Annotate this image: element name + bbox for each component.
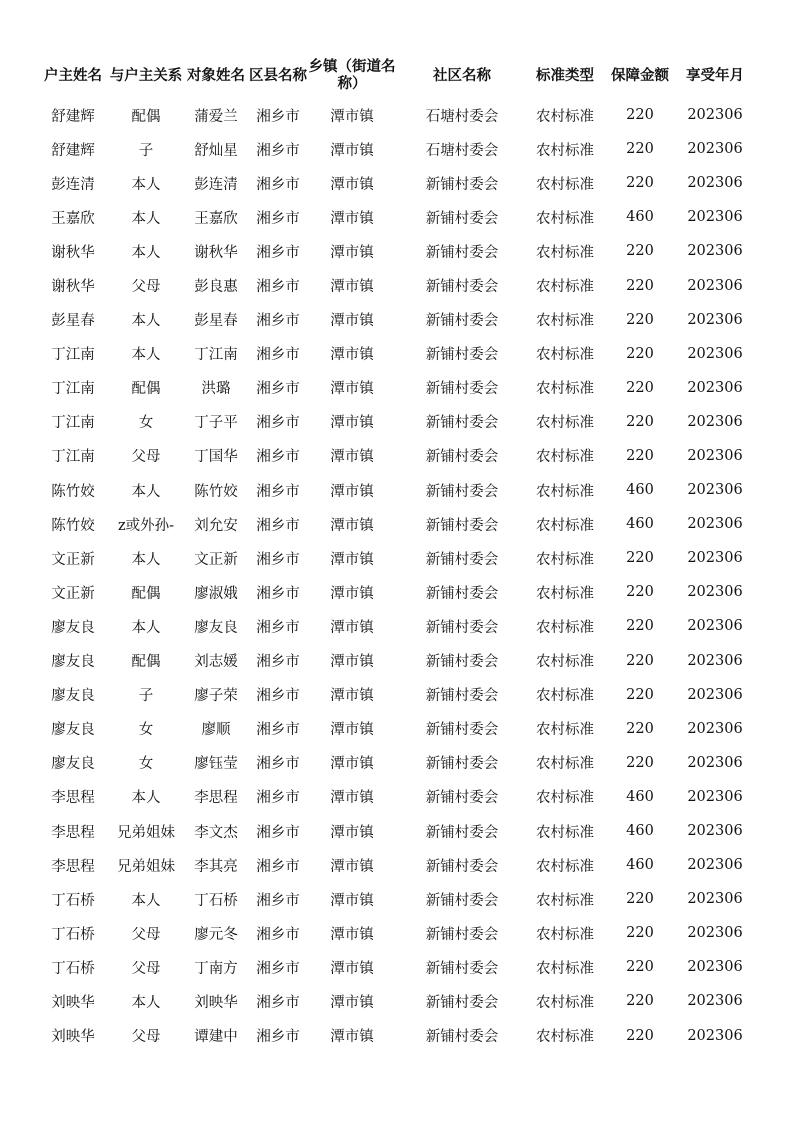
benefit-month-cell: 202306 <box>687 379 743 396</box>
county-cell: 湘乡市 <box>256 858 300 875</box>
standard-type-cell: 农村标准 <box>536 722 594 739</box>
household-head-name-cell: 刘映华 <box>51 994 95 1011</box>
recipient-name-cell: 廖淑娥 <box>194 585 238 602</box>
county-cell: 湘乡市 <box>256 619 300 636</box>
standard-type-cell: 农村标准 <box>536 654 594 671</box>
benefit-amount-cell: 460 <box>626 482 654 499</box>
county-cell: 湘乡市 <box>256 313 300 330</box>
township-cell: 潭市镇 <box>330 279 374 296</box>
community-cell: 新铺村委会 <box>425 210 499 227</box>
community-cell: 新铺村委会 <box>425 449 499 466</box>
standard-type-cell: 农村标准 <box>536 142 594 159</box>
community-cell: 新铺村委会 <box>425 551 499 568</box>
community-cell: 新铺村委会 <box>425 517 499 534</box>
benefit-month-cell: 202306 <box>687 243 743 260</box>
household-head-name-cell: 王嘉欣 <box>51 210 95 227</box>
community-cell: 新铺村委会 <box>425 619 499 636</box>
county-cell: 湘乡市 <box>256 483 300 500</box>
header-benefit-amount: 保障金额 <box>611 67 669 84</box>
county-cell: 湘乡市 <box>256 142 300 159</box>
township-cell: 潭市镇 <box>330 449 374 466</box>
benefit-month-cell: 202306 <box>687 584 743 601</box>
benefit-month-cell: 202306 <box>687 175 743 192</box>
table-row <box>37 507 753 541</box>
benefit-amount-cell: 220 <box>626 447 654 464</box>
household-head-name-cell: 谢秋华 <box>51 279 95 296</box>
relation-cell: 本人 <box>131 244 161 261</box>
relation-cell: 女 <box>138 756 154 773</box>
household-head-name-cell: 彭星春 <box>51 313 95 330</box>
recipient-name-cell: 彭星春 <box>194 313 238 330</box>
county-cell: 湘乡市 <box>256 176 300 193</box>
header-county-name: 区县名称 <box>249 67 307 84</box>
household-head-name-cell: 丁江南 <box>51 381 95 398</box>
table-row <box>37 98 753 132</box>
household-head-name-cell: 丁石桥 <box>51 892 95 909</box>
county-cell: 湘乡市 <box>256 210 300 227</box>
table-row <box>37 814 753 848</box>
community-cell: 新铺村委会 <box>425 347 499 364</box>
relation-cell: 配偶 <box>131 381 161 398</box>
household-head-name-cell: 谢秋华 <box>51 244 95 261</box>
relation-cell: 子 <box>138 142 154 159</box>
county-cell: 湘乡市 <box>256 585 300 602</box>
relation-cell: 父母 <box>131 449 161 466</box>
county-cell: 湘乡市 <box>256 415 300 432</box>
table-row <box>37 268 753 302</box>
township-cell: 潭市镇 <box>330 688 374 705</box>
county-cell: 湘乡市 <box>256 722 300 739</box>
household-head-name-cell: 丁江南 <box>51 347 95 364</box>
household-head-name-cell: 廖友良 <box>51 688 95 705</box>
county-cell: 湘乡市 <box>256 960 300 977</box>
recipient-name-cell: 刘志媛 <box>194 654 238 671</box>
relation-cell: 兄弟姐妹 <box>117 858 175 875</box>
recipient-name-cell: 谭建中 <box>194 1029 238 1046</box>
table-row <box>37 473 753 507</box>
benefit-amount-cell: 220 <box>626 243 654 260</box>
township-cell: 潭市镇 <box>330 551 374 568</box>
table-row <box>37 848 753 882</box>
benefit-amount-cell: 460 <box>626 788 654 805</box>
recipient-name-cell: 丁石桥 <box>194 892 238 909</box>
household-head-name-cell: 廖友良 <box>51 722 95 739</box>
table-row <box>37 984 753 1018</box>
benefit-month-cell: 202306 <box>687 107 743 124</box>
standard-type-cell: 农村标准 <box>536 483 594 500</box>
benefit-amount-cell: 220 <box>626 993 654 1010</box>
relation-cell: 本人 <box>131 892 161 909</box>
table-row <box>37 712 753 746</box>
standard-type-cell: 农村标准 <box>536 381 594 398</box>
household-head-name-cell: 文正新 <box>51 551 95 568</box>
township-cell: 潭市镇 <box>330 858 374 875</box>
header-township-name: 乡镇（街道名称） <box>308 59 396 92</box>
table-row <box>37 541 753 575</box>
table-row <box>37 575 753 609</box>
benefit-month-cell: 202306 <box>687 311 743 328</box>
county-cell: 湘乡市 <box>256 926 300 943</box>
standard-type-cell: 农村标准 <box>536 517 594 534</box>
relation-cell: 本人 <box>131 313 161 330</box>
community-cell: 新铺村委会 <box>425 654 499 671</box>
community-cell: 新铺村委会 <box>425 892 499 909</box>
standard-type-cell: 农村标准 <box>536 994 594 1011</box>
household-head-name-cell: 彭连清 <box>51 176 95 193</box>
household-head-name-cell: 李思程 <box>51 858 95 875</box>
benefit-amount-cell: 220 <box>626 686 654 703</box>
recipient-name-cell: 文正新 <box>194 551 238 568</box>
benefit-month-cell: 202306 <box>687 482 743 499</box>
relation-cell: 本人 <box>131 551 161 568</box>
community-cell: 石塘村委会 <box>425 142 499 159</box>
township-cell: 潭市镇 <box>330 108 374 125</box>
relation-cell: 兄弟姐妹 <box>117 824 175 841</box>
community-cell: 新铺村委会 <box>425 824 499 841</box>
table-row <box>37 371 753 405</box>
table-row <box>37 644 753 678</box>
table-row <box>37 200 753 234</box>
township-cell: 潭市镇 <box>330 210 374 227</box>
standard-type-cell: 农村标准 <box>536 688 594 705</box>
community-cell: 新铺村委会 <box>425 790 499 807</box>
standard-type-cell: 农村标准 <box>536 415 594 432</box>
township-cell: 潭市镇 <box>330 381 374 398</box>
community-cell: 新铺村委会 <box>425 415 499 432</box>
recipient-name-cell: 丁国华 <box>194 449 238 466</box>
relation-cell: 女 <box>138 722 154 739</box>
recipient-name-cell: 廖元冬 <box>194 926 238 943</box>
benefit-amount-cell: 460 <box>626 209 654 226</box>
household-head-name-cell: 廖友良 <box>51 619 95 636</box>
table-row <box>37 780 753 814</box>
recipient-name-cell: 丁江南 <box>194 347 238 364</box>
benefit-amount-cell: 220 <box>626 379 654 396</box>
household-head-name-cell: 李思程 <box>51 790 95 807</box>
benefit-month-cell: 202306 <box>687 277 743 294</box>
household-head-name-cell: 丁石桥 <box>51 960 95 977</box>
county-cell: 湘乡市 <box>256 824 300 841</box>
benefit-amount-cell: 220 <box>626 107 654 124</box>
recipient-name-cell: 刘允安 <box>194 517 238 534</box>
benefit-amount-cell: 220 <box>626 345 654 362</box>
benefit-month-cell: 202306 <box>687 925 743 942</box>
recipient-name-cell: 廖友良 <box>194 619 238 636</box>
standard-type-cell: 农村标准 <box>536 347 594 364</box>
standard-type-cell: 农村标准 <box>536 858 594 875</box>
standard-type-cell: 农村标准 <box>536 585 594 602</box>
standard-type-cell: 农村标准 <box>536 892 594 909</box>
table-row <box>37 882 753 916</box>
household-head-name-cell: 陈竹姣 <box>51 517 95 534</box>
header-recipient-name: 对象姓名 <box>187 67 245 84</box>
benefit-amount-cell: 220 <box>626 141 654 158</box>
relation-cell: 配偶 <box>131 654 161 671</box>
community-cell: 新铺村委会 <box>425 381 499 398</box>
table-row <box>37 1019 753 1053</box>
township-cell: 潭市镇 <box>330 415 374 432</box>
table-header-row <box>37 54 753 98</box>
county-cell: 湘乡市 <box>256 892 300 909</box>
township-cell: 潭市镇 <box>330 619 374 636</box>
recipient-name-cell: 舒灿星 <box>194 142 238 159</box>
county-cell: 湘乡市 <box>256 244 300 261</box>
community-cell: 新铺村委会 <box>425 483 499 500</box>
benefit-amount-cell: 220 <box>626 754 654 771</box>
benefit-month-cell: 202306 <box>687 686 743 703</box>
community-cell: 新铺村委会 <box>425 244 499 261</box>
benefit-month-cell: 202306 <box>687 1027 743 1044</box>
benefit-amount-cell: 460 <box>626 857 654 874</box>
recipient-name-cell: 丁南方 <box>194 960 238 977</box>
township-cell: 潭市镇 <box>330 347 374 364</box>
benefit-amount-cell: 220 <box>626 584 654 601</box>
community-cell: 新铺村委会 <box>425 858 499 875</box>
relation-cell: 本人 <box>131 994 161 1011</box>
household-head-name-cell: 廖友良 <box>51 756 95 773</box>
benefit-amount-cell: 220 <box>626 891 654 908</box>
relation-cell: 父母 <box>131 279 161 296</box>
household-head-name-cell: 李思程 <box>51 824 95 841</box>
benefit-month-cell: 202306 <box>687 209 743 226</box>
benefit-amount-cell: 460 <box>626 823 654 840</box>
household-head-name-cell: 廖友良 <box>51 654 95 671</box>
county-cell: 湘乡市 <box>256 654 300 671</box>
recipient-name-cell: 蒲爱兰 <box>194 108 238 125</box>
benefit-amount-cell: 220 <box>626 550 654 567</box>
household-head-name-cell: 陈竹姣 <box>51 483 95 500</box>
benefit-month-cell: 202306 <box>687 754 743 771</box>
community-cell: 石塘村委会 <box>425 108 499 125</box>
county-cell: 湘乡市 <box>256 449 300 466</box>
table-row <box>37 439 753 473</box>
county-cell: 湘乡市 <box>256 756 300 773</box>
recipient-name-cell: 廖子荣 <box>194 688 238 705</box>
table-row <box>37 303 753 337</box>
standard-type-cell: 农村标准 <box>536 210 594 227</box>
township-cell: 潭市镇 <box>330 722 374 739</box>
standard-type-cell: 农村标准 <box>536 449 594 466</box>
assistance-roster-table <box>37 54 753 1053</box>
standard-type-cell: 农村标准 <box>536 279 594 296</box>
township-cell: 潭市镇 <box>330 176 374 193</box>
community-cell: 新铺村委会 <box>425 313 499 330</box>
benefit-amount-cell: 220 <box>626 1027 654 1044</box>
relation-cell: 配偶 <box>131 585 161 602</box>
household-head-name-cell: 丁江南 <box>51 449 95 466</box>
county-cell: 湘乡市 <box>256 1029 300 1046</box>
table-row <box>37 916 753 950</box>
benefit-month-cell: 202306 <box>687 345 743 362</box>
recipient-name-cell: 李文杰 <box>194 824 238 841</box>
community-cell: 新铺村委会 <box>425 960 499 977</box>
household-head-name-cell: 文正新 <box>51 585 95 602</box>
township-cell: 潭市镇 <box>330 585 374 602</box>
township-cell: 潭市镇 <box>330 313 374 330</box>
community-cell: 新铺村委会 <box>425 279 499 296</box>
recipient-name-cell: 丁子平 <box>194 415 238 432</box>
township-cell: 潭市镇 <box>330 926 374 943</box>
township-cell: 潭市镇 <box>330 960 374 977</box>
benefit-month-cell: 202306 <box>687 857 743 874</box>
county-cell: 湘乡市 <box>256 279 300 296</box>
benefit-month-cell: 202306 <box>687 720 743 737</box>
county-cell: 湘乡市 <box>256 381 300 398</box>
benefit-amount-cell: 220 <box>626 618 654 635</box>
relation-cell: 子 <box>138 688 154 705</box>
standard-type-cell: 农村标准 <box>536 108 594 125</box>
relation-cell: 本人 <box>131 790 161 807</box>
township-cell: 潭市镇 <box>330 142 374 159</box>
standard-type-cell: 农村标准 <box>536 756 594 773</box>
benefit-month-cell: 202306 <box>687 823 743 840</box>
relation-cell: 本人 <box>131 176 161 193</box>
benefit-month-cell: 202306 <box>687 516 743 533</box>
benefit-month-cell: 202306 <box>687 959 743 976</box>
benefit-amount-cell: 220 <box>626 959 654 976</box>
table-body <box>37 98 753 1053</box>
county-cell: 湘乡市 <box>256 790 300 807</box>
community-cell: 新铺村委会 <box>425 994 499 1011</box>
relation-cell: 本人 <box>131 210 161 227</box>
standard-type-cell: 农村标准 <box>536 926 594 943</box>
benefit-month-cell: 202306 <box>687 141 743 158</box>
benefit-amount-cell: 220 <box>626 277 654 294</box>
community-cell: 新铺村委会 <box>425 176 499 193</box>
relation-cell: 父母 <box>131 1029 161 1046</box>
township-cell: 潭市镇 <box>330 517 374 534</box>
recipient-name-cell: 李思程 <box>194 790 238 807</box>
standard-type-cell: 农村标准 <box>536 313 594 330</box>
county-cell: 湘乡市 <box>256 688 300 705</box>
relation-cell: 本人 <box>131 619 161 636</box>
county-cell: 湘乡市 <box>256 551 300 568</box>
standard-type-cell: 农村标准 <box>536 176 594 193</box>
header-relation-to-head: 与户主关系 <box>109 67 183 84</box>
header-community-name: 社区名称 <box>433 67 491 84</box>
household-head-name-cell: 刘映华 <box>51 1029 95 1046</box>
benefit-amount-cell: 220 <box>626 652 654 669</box>
household-head-name-cell: 舒建辉 <box>51 108 95 125</box>
community-cell: 新铺村委会 <box>425 585 499 602</box>
relation-cell: 父母 <box>131 926 161 943</box>
recipient-name-cell: 洪璐 <box>201 381 231 398</box>
recipient-name-cell: 彭良惠 <box>194 279 238 296</box>
table-row <box>37 746 753 780</box>
township-cell: 潭市镇 <box>330 244 374 261</box>
table-row <box>37 234 753 268</box>
community-cell: 新铺村委会 <box>425 722 499 739</box>
table-row <box>37 678 753 712</box>
standard-type-cell: 农村标准 <box>536 244 594 261</box>
benefit-month-cell: 202306 <box>687 993 743 1010</box>
county-cell: 湘乡市 <box>256 108 300 125</box>
township-cell: 潭市镇 <box>330 790 374 807</box>
township-cell: 潭市镇 <box>330 824 374 841</box>
county-cell: 湘乡市 <box>256 517 300 534</box>
recipient-name-cell: 廖钰莹 <box>194 756 238 773</box>
recipient-name-cell: 谢秋华 <box>194 244 238 261</box>
recipient-name-cell: 廖顺 <box>201 722 231 739</box>
household-head-name-cell: 丁江南 <box>51 415 95 432</box>
county-cell: 湘乡市 <box>256 347 300 364</box>
header-benefit-month: 享受年月 <box>686 67 744 84</box>
township-cell: 潭市镇 <box>330 654 374 671</box>
community-cell: 新铺村委会 <box>425 1029 499 1046</box>
header-household-head-name: 户主姓名 <box>44 67 102 84</box>
standard-type-cell: 农村标准 <box>536 619 594 636</box>
household-head-name-cell: 丁石桥 <box>51 926 95 943</box>
standard-type-cell: 农村标准 <box>536 960 594 977</box>
benefit-month-cell: 202306 <box>687 891 743 908</box>
recipient-name-cell: 王嘉欣 <box>194 210 238 227</box>
benefit-month-cell: 202306 <box>687 413 743 430</box>
table-row <box>37 337 753 371</box>
standard-type-cell: 农村标准 <box>536 1029 594 1046</box>
county-cell: 湘乡市 <box>256 994 300 1011</box>
relation-cell: 父母 <box>131 960 161 977</box>
benefit-month-cell: 202306 <box>687 550 743 567</box>
benefit-amount-cell: 220 <box>626 925 654 942</box>
benefit-month-cell: 202306 <box>687 618 743 635</box>
table-row <box>37 405 753 439</box>
relation-cell: 本人 <box>131 347 161 364</box>
community-cell: 新铺村委会 <box>425 688 499 705</box>
table-row <box>37 609 753 643</box>
benefit-amount-cell: 220 <box>626 175 654 192</box>
township-cell: 潭市镇 <box>330 756 374 773</box>
benefit-amount-cell: 220 <box>626 413 654 430</box>
benefit-month-cell: 202306 <box>687 652 743 669</box>
relation-cell: 本人 <box>131 483 161 500</box>
recipient-name-cell: 李其亮 <box>194 858 238 875</box>
benefit-amount-cell: 220 <box>626 720 654 737</box>
household-head-name-cell: 舒建辉 <box>51 142 95 159</box>
standard-type-cell: 农村标准 <box>536 551 594 568</box>
community-cell: 新铺村委会 <box>425 926 499 943</box>
township-cell: 潭市镇 <box>330 892 374 909</box>
benefit-month-cell: 202306 <box>687 447 743 464</box>
table-row <box>37 950 753 984</box>
header-standard-type: 标准类型 <box>536 67 594 84</box>
benefit-month-cell: 202306 <box>687 788 743 805</box>
relation-cell: z或外孙- <box>117 517 175 534</box>
benefit-amount-cell: 220 <box>626 311 654 328</box>
recipient-name-cell: 陈竹姣 <box>194 483 238 500</box>
relation-cell: 女 <box>138 415 154 432</box>
standard-type-cell: 农村标准 <box>536 790 594 807</box>
benefit-amount-cell: 460 <box>626 516 654 533</box>
relation-cell: 配偶 <box>131 108 161 125</box>
standard-type-cell: 农村标准 <box>536 824 594 841</box>
recipient-name-cell: 彭连清 <box>194 176 238 193</box>
community-cell: 新铺村委会 <box>425 756 499 773</box>
township-cell: 潭市镇 <box>330 1029 374 1046</box>
recipient-name-cell: 刘映华 <box>194 994 238 1011</box>
township-cell: 潭市镇 <box>330 994 374 1011</box>
table-row <box>37 132 753 166</box>
table-row <box>37 166 753 200</box>
township-cell: 潭市镇 <box>330 483 374 500</box>
